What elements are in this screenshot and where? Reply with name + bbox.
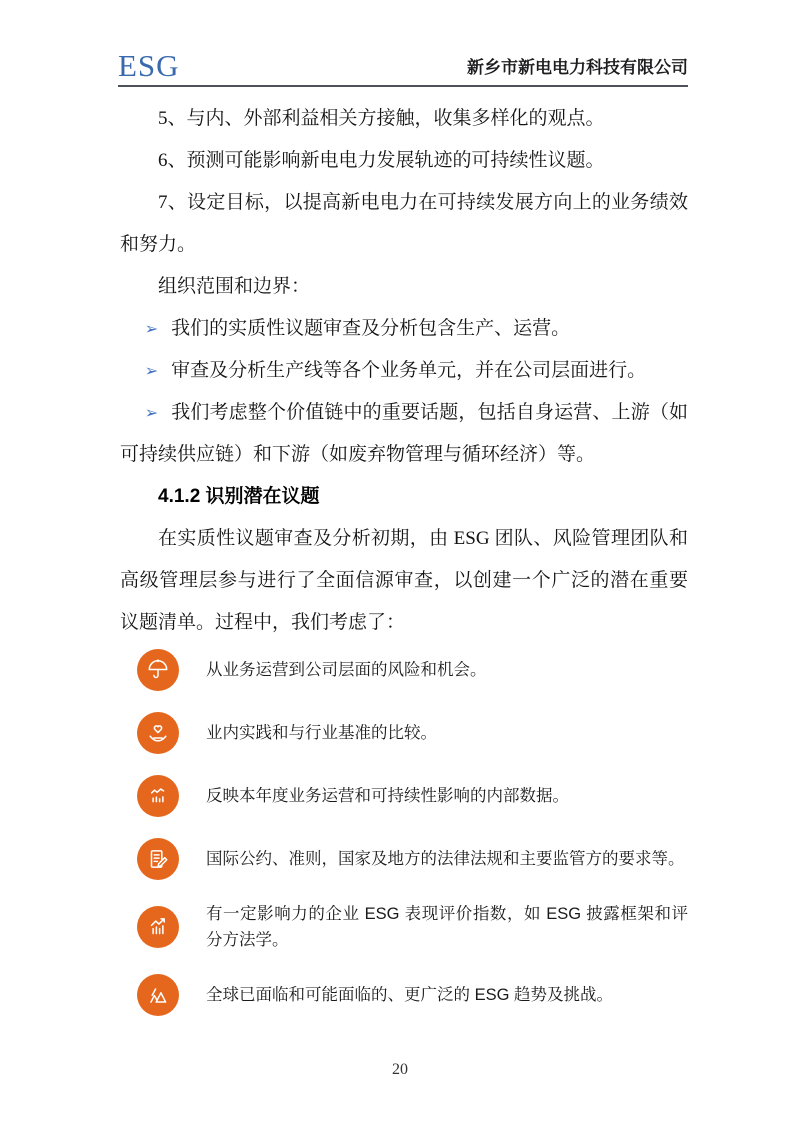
section-paragraph: 在实质性议题审查及分析初期，由 ESG 团队、风险管理团队和高级管理层参与进行了全面信源审查，以创建一个广泛的潜在重要议题清单。过程中，我们考虑了： [120,528,688,633]
numbered-item-5: 5、与内、外部利益相关方接触，收集多样化的观点。 [158,108,605,129]
page-footer [0,1061,800,1079]
list-item [137,712,688,754]
scope-bullet-text: 我们的实质性议题审查及分析包含生产、运营。 [171,318,571,339]
arrow-bullet-icon: ➢ [144,319,159,338]
list-item-text: 有一定影响力的企业 ESG 表现评价指数，如 ESG 披露框架和评分方法学。 [206,905,688,949]
page-number: 20 [392,1061,408,1078]
section-heading: 4.1.2 识别潜在议题 [158,486,320,507]
company-name: 新乡市新电电力科技有限公司 [467,58,688,77]
growth-chart-icon [137,906,179,948]
scope-bullet-2 [120,350,688,392]
scope-bullet-3 [120,392,688,476]
list-item-text: 从业务运营到公司层面的风险和机会。 [206,661,487,679]
list-item [137,775,688,817]
scope-bullet-text: 审查及分析生产线等各个业务单元，并在公司层面进行。 [171,360,647,381]
list-item [137,974,688,1016]
scope-bullet-1 [120,308,688,350]
numbered-item-6: 6、预测可能影响新电电力发展轨迹的可持续性议题。 [158,150,605,171]
numbered-item-7: 7、设定目标，以提高新电电力在可持续发展方向上的业务绩效和努力。 [120,192,688,255]
page-body [120,87,688,1016]
page-header [118,0,688,87]
mountains-icon [137,974,179,1016]
scope-title: 组织范围和边界： [158,276,311,297]
umbrella-icon [137,649,179,691]
list-item-text: 业内实践和与行业基准的比较。 [206,724,437,742]
trend-line-icon [137,775,179,817]
document-edit-icon [137,838,179,880]
list-item [137,838,688,880]
arrow-bullet-icon: ➢ [144,361,159,380]
scope-bullet-text: 我们考虑整个价值链中的重要话题，包括自身运营、上游（如可持续供应链）和下游（如废弃物管理与循环经济）等。 [120,402,688,465]
list-item [137,649,688,691]
consideration-list [120,649,688,1016]
list-item-text: 反映本年度业务运营和可持续性影响的内部数据。 [206,787,569,805]
esg-logo: ESG [118,48,180,83]
list-item-text: 全球已面临和可能面临的、更广泛的 ESG 趋势及挑战。 [206,986,614,1004]
arrow-bullet-icon: ➢ [144,403,159,422]
list-item-text: 国际公约、准则，国家及地方的法律法规和主要监管方的要求等。 [206,850,685,868]
list-item [137,901,688,953]
heart-in-hand-icon [137,712,179,754]
